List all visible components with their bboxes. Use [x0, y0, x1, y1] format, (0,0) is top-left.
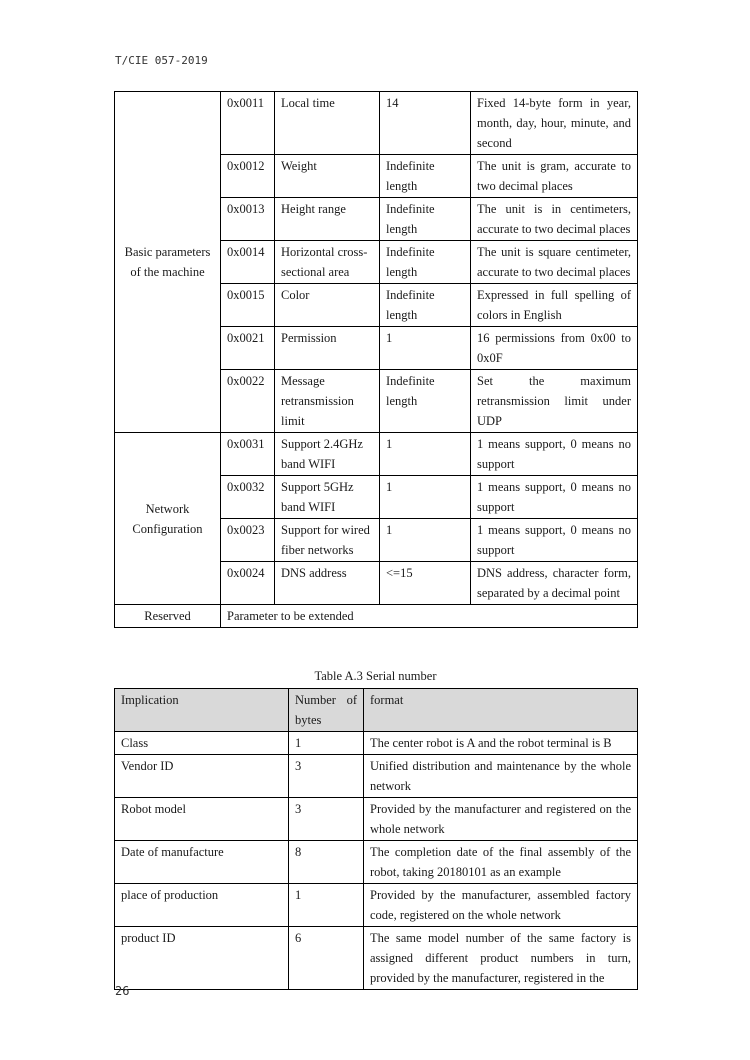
param-desc: DNS address, character form, separated by a decimal point — [471, 562, 638, 605]
param-desc: 16 permissions from 0x00 to 0x0F — [471, 327, 638, 370]
param-length: 1 — [380, 433, 471, 476]
implication-cell: place of production — [115, 884, 289, 927]
param-length: Indefinite length — [380, 198, 471, 241]
param-name: Local time — [275, 92, 380, 155]
page-number: 26 — [115, 984, 130, 998]
param-code: 0x0015 — [221, 284, 275, 327]
implication-cell: Date of manufacture — [115, 841, 289, 884]
bytes-cell: 3 — [289, 798, 364, 841]
param-code: 0x0013 — [221, 198, 275, 241]
param-length: Indefinite length — [380, 370, 471, 433]
param-code: 0x0011 — [221, 92, 275, 155]
format-cell: Provided by the manufacturer and registered on the whole network — [364, 798, 638, 841]
table-row — [115, 884, 638, 927]
param-code: 0x0014 — [221, 241, 275, 284]
param-code: 0x0023 — [221, 519, 275, 562]
param-length: 1 — [380, 327, 471, 370]
param-name: Height range — [275, 198, 380, 241]
param-length: 1 — [380, 519, 471, 562]
param-length: Indefinite length — [380, 284, 471, 327]
reserved-text: Parameter to be extended — [221, 605, 638, 628]
table-caption: Table A.3 Serial number — [314, 669, 437, 683]
param-code: 0x0024 — [221, 562, 275, 605]
param-desc: 1 means support, 0 means no support — [471, 433, 638, 476]
format-cell: Provided by the manufacturer, assembled factory code, registered on the whole network — [364, 884, 638, 927]
serial-number-table — [114, 688, 638, 990]
table-row — [115, 927, 638, 990]
table-row — [115, 605, 638, 628]
param-name: Permission — [275, 327, 380, 370]
param-length: 14 — [380, 92, 471, 155]
param-desc: The unit is in centimeters, accurate to two decimal places — [471, 198, 638, 241]
table-header-row — [115, 689, 638, 732]
param-name: Support 5GHz band WIFI — [275, 476, 380, 519]
param-desc: Set the maximum retransmission limit under UDP — [471, 370, 638, 433]
param-name: Support for wired fiber networks — [275, 519, 380, 562]
param-code: 0x0021 — [221, 327, 275, 370]
format-cell: The same model number of the same factory is assigned different product numbers in turn, provided by the manufacturer, registered in the — [364, 927, 638, 990]
param-desc: 1 means support, 0 means no support — [471, 519, 638, 562]
param-name: Weight — [275, 155, 380, 198]
group-label: Network Configuration — [115, 433, 221, 605]
param-desc: The unit is square centimeter, accurate to two decimal places — [471, 241, 638, 284]
table-row — [115, 92, 638, 155]
column-header: Number of bytes — [289, 689, 364, 732]
param-desc: The unit is gram, accurate to two decimal places — [471, 155, 638, 198]
param-name: Horizontal cross-sectional area — [275, 241, 380, 284]
bytes-cell: 8 — [289, 841, 364, 884]
bytes-cell: 6 — [289, 927, 364, 990]
param-length: Indefinite length — [380, 155, 471, 198]
table-row — [115, 732, 638, 755]
param-code: 0x0032 — [221, 476, 275, 519]
implication-cell: Robot model — [115, 798, 289, 841]
bytes-cell: 1 — [289, 732, 364, 755]
column-header: format — [364, 689, 638, 732]
param-desc: Fixed 14-byte form in year, month, day, hour, minute, and second — [471, 92, 638, 155]
implication-cell: Class — [115, 732, 289, 755]
format-cell: Unified distribution and maintenance by the whole network — [364, 755, 638, 798]
parameter-table — [114, 91, 638, 628]
table-row — [115, 798, 638, 841]
param-name: Color — [275, 284, 380, 327]
implication-cell: product ID — [115, 927, 289, 990]
param-length: 1 — [380, 476, 471, 519]
format-cell: The completion date of the final assembly of the robot, taking 20180101 as an example — [364, 841, 638, 884]
table-row — [115, 755, 638, 798]
param-name: DNS address — [275, 562, 380, 605]
table-row — [115, 433, 638, 476]
param-code: 0x0012 — [221, 155, 275, 198]
group-label: Basic parameters of the machine — [115, 92, 221, 433]
param-length: Indefinite length — [380, 241, 471, 284]
param-desc: Expressed in full spelling of colors in English — [471, 284, 638, 327]
param-desc: 1 means support, 0 means no support — [471, 476, 638, 519]
bytes-cell: 1 — [289, 884, 364, 927]
table-row — [115, 841, 638, 884]
implication-cell: Vendor ID — [115, 755, 289, 798]
document-header: T/CIE 057-2019 — [115, 54, 208, 67]
param-name: Message retransmission limit — [275, 370, 380, 433]
format-cell: The center robot is A and the robot terminal is B — [364, 732, 638, 755]
bytes-cell: 3 — [289, 755, 364, 798]
reserved-label: Reserved — [115, 605, 221, 628]
param-code: 0x0022 — [221, 370, 275, 433]
param-length: <=15 — [380, 562, 471, 605]
param-code: 0x0031 — [221, 433, 275, 476]
column-header: Implication — [115, 689, 289, 732]
param-name: Support 2.4GHz band WIFI — [275, 433, 380, 476]
